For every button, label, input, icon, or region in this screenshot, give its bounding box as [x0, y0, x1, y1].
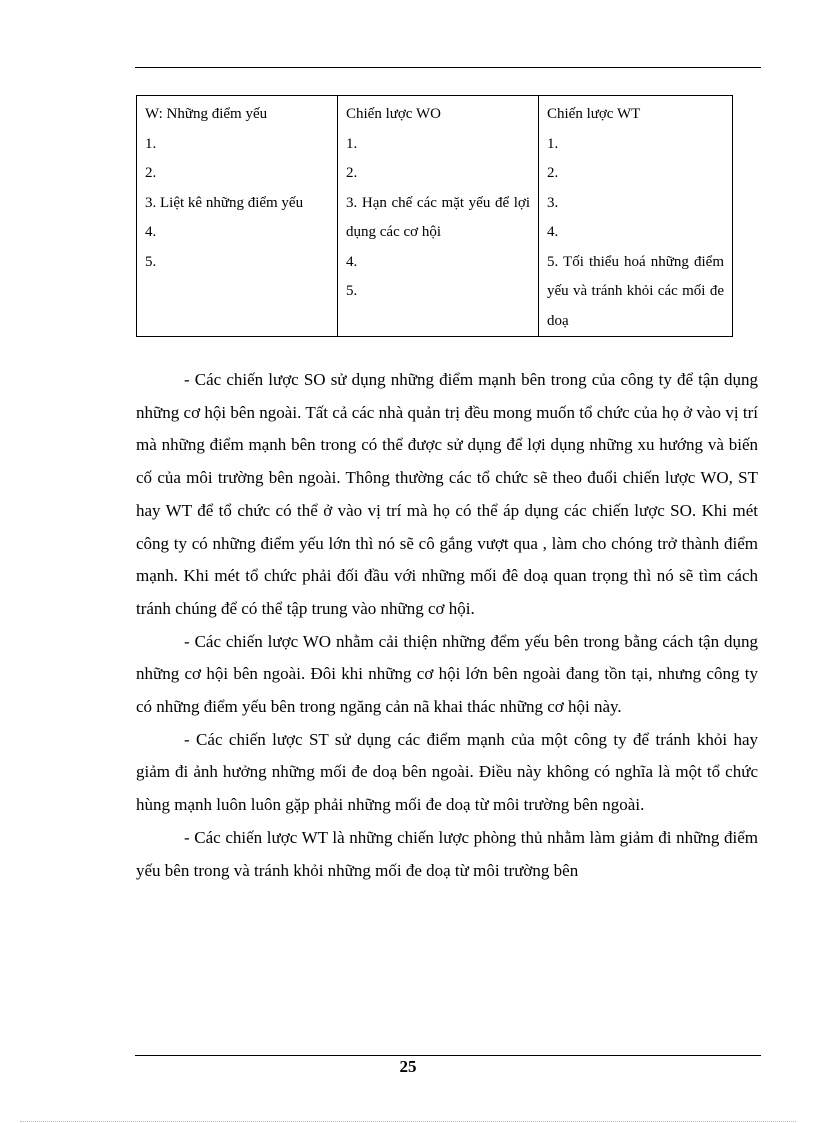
list-item: 3. — [547, 194, 559, 211]
paragraph-so-strategies: - Các chiến lược SO sử dụng những điểm mạnh bên trong của công ty để tận dụng những cơ hội bên ngoài. Tất cả các nhà quản trị đều mong muốn tổ chức của họ ở vào vị trí mà những điểm mạnh bên trong có thể được sử dụng để lợi dụng những xu hướng và biến cố của môi trường bên ngoài. Thông thường các tổ chức sẽ theo đuổi chiến lược WO, ST hay WT để tổ chức có thể ở vào vị trí mà họ có thể áp dụng các chiến lược SO. Khi mét công ty có những điểm yếu lớn thì nó sẽ cô gắng vượt qua , làm cho chóng trở thành điểm mạnh. Khi mét tổ chức phải đối đầu với những mối đê doạ quan trọng thì nó sẽ tìm cách tránh chúng để có thể tập trung vào những cơ hội. — [136, 370, 758, 618]
paragraph-st-strategies: - Các chiến lược ST sử dụng các điểm mạnh của một công ty để tránh khỏi hay giảm đi ảnh hưởng những mối đe doạ bên ngoài. Điều này không có nghĩa là một tổ chức hùng mạnh luôn luôn gặp phải những mối đe doạ từ môi trường bên ngoài. — [136, 729, 758, 815]
wt-strategy-header: Chiến lược WT — [547, 106, 641, 122]
list-item: 4. — [145, 224, 157, 240]
list-item: 4. — [547, 224, 559, 240]
header-rule — [135, 67, 761, 68]
paragraph-wo-strategies: - Các chiến lược WO nhằm cải thiện những đểm yếu bên trong bằng cách tận dụng những cơ hội bên ngoài. Đôi khi những cơ hội lớn bên ngoài đang tồn tại, nhưng công ty có những điểm yếu bên trong ngăng cản nã khai thác những cơ hội này. — [136, 631, 758, 717]
paragraph-wt-strategies: - Các chiến lược WT là những chiến lược phòng thủ nhằm làm giảm đi những điểm yếu bên trong và tránh khỏi những mối đe doạ từ môi trường bên — [136, 827, 758, 880]
list-item: 3. Liệt kê những điểm yếu — [145, 194, 304, 211]
list-item: 5. Tối thiểu hoá những điểm yếu và tránh khỏi các mối đe doạ — [547, 253, 724, 329]
wo-strategy-header: Chiến lược WO — [346, 106, 441, 122]
list-item: 1. — [145, 135, 157, 152]
weaknesses-header: W: Những điểm yếu — [145, 106, 268, 122]
list-item: 2. — [145, 165, 157, 181]
weaknesses-cell — [137, 96, 338, 337]
swot-table — [136, 95, 733, 337]
wt-strategy-cell — [539, 96, 733, 337]
list-item: 1. — [547, 135, 559, 152]
list-item: 3. Hạn chế các mặt yếu để lợi dụng các cơ hội — [346, 194, 530, 240]
page-number: 25 — [399, 1057, 417, 1076]
list-item: 2. — [547, 165, 559, 181]
list-item: 1. — [346, 135, 358, 152]
list-item: 4. — [346, 253, 358, 270]
page-edge-divider — [20, 1121, 796, 1122]
list-item: 5. — [346, 283, 358, 299]
table-row — [137, 96, 733, 337]
list-item: 2. — [346, 165, 358, 181]
wo-strategy-cell — [338, 96, 539, 337]
list-item: 5. — [145, 253, 157, 270]
body-text — [136, 364, 758, 887]
